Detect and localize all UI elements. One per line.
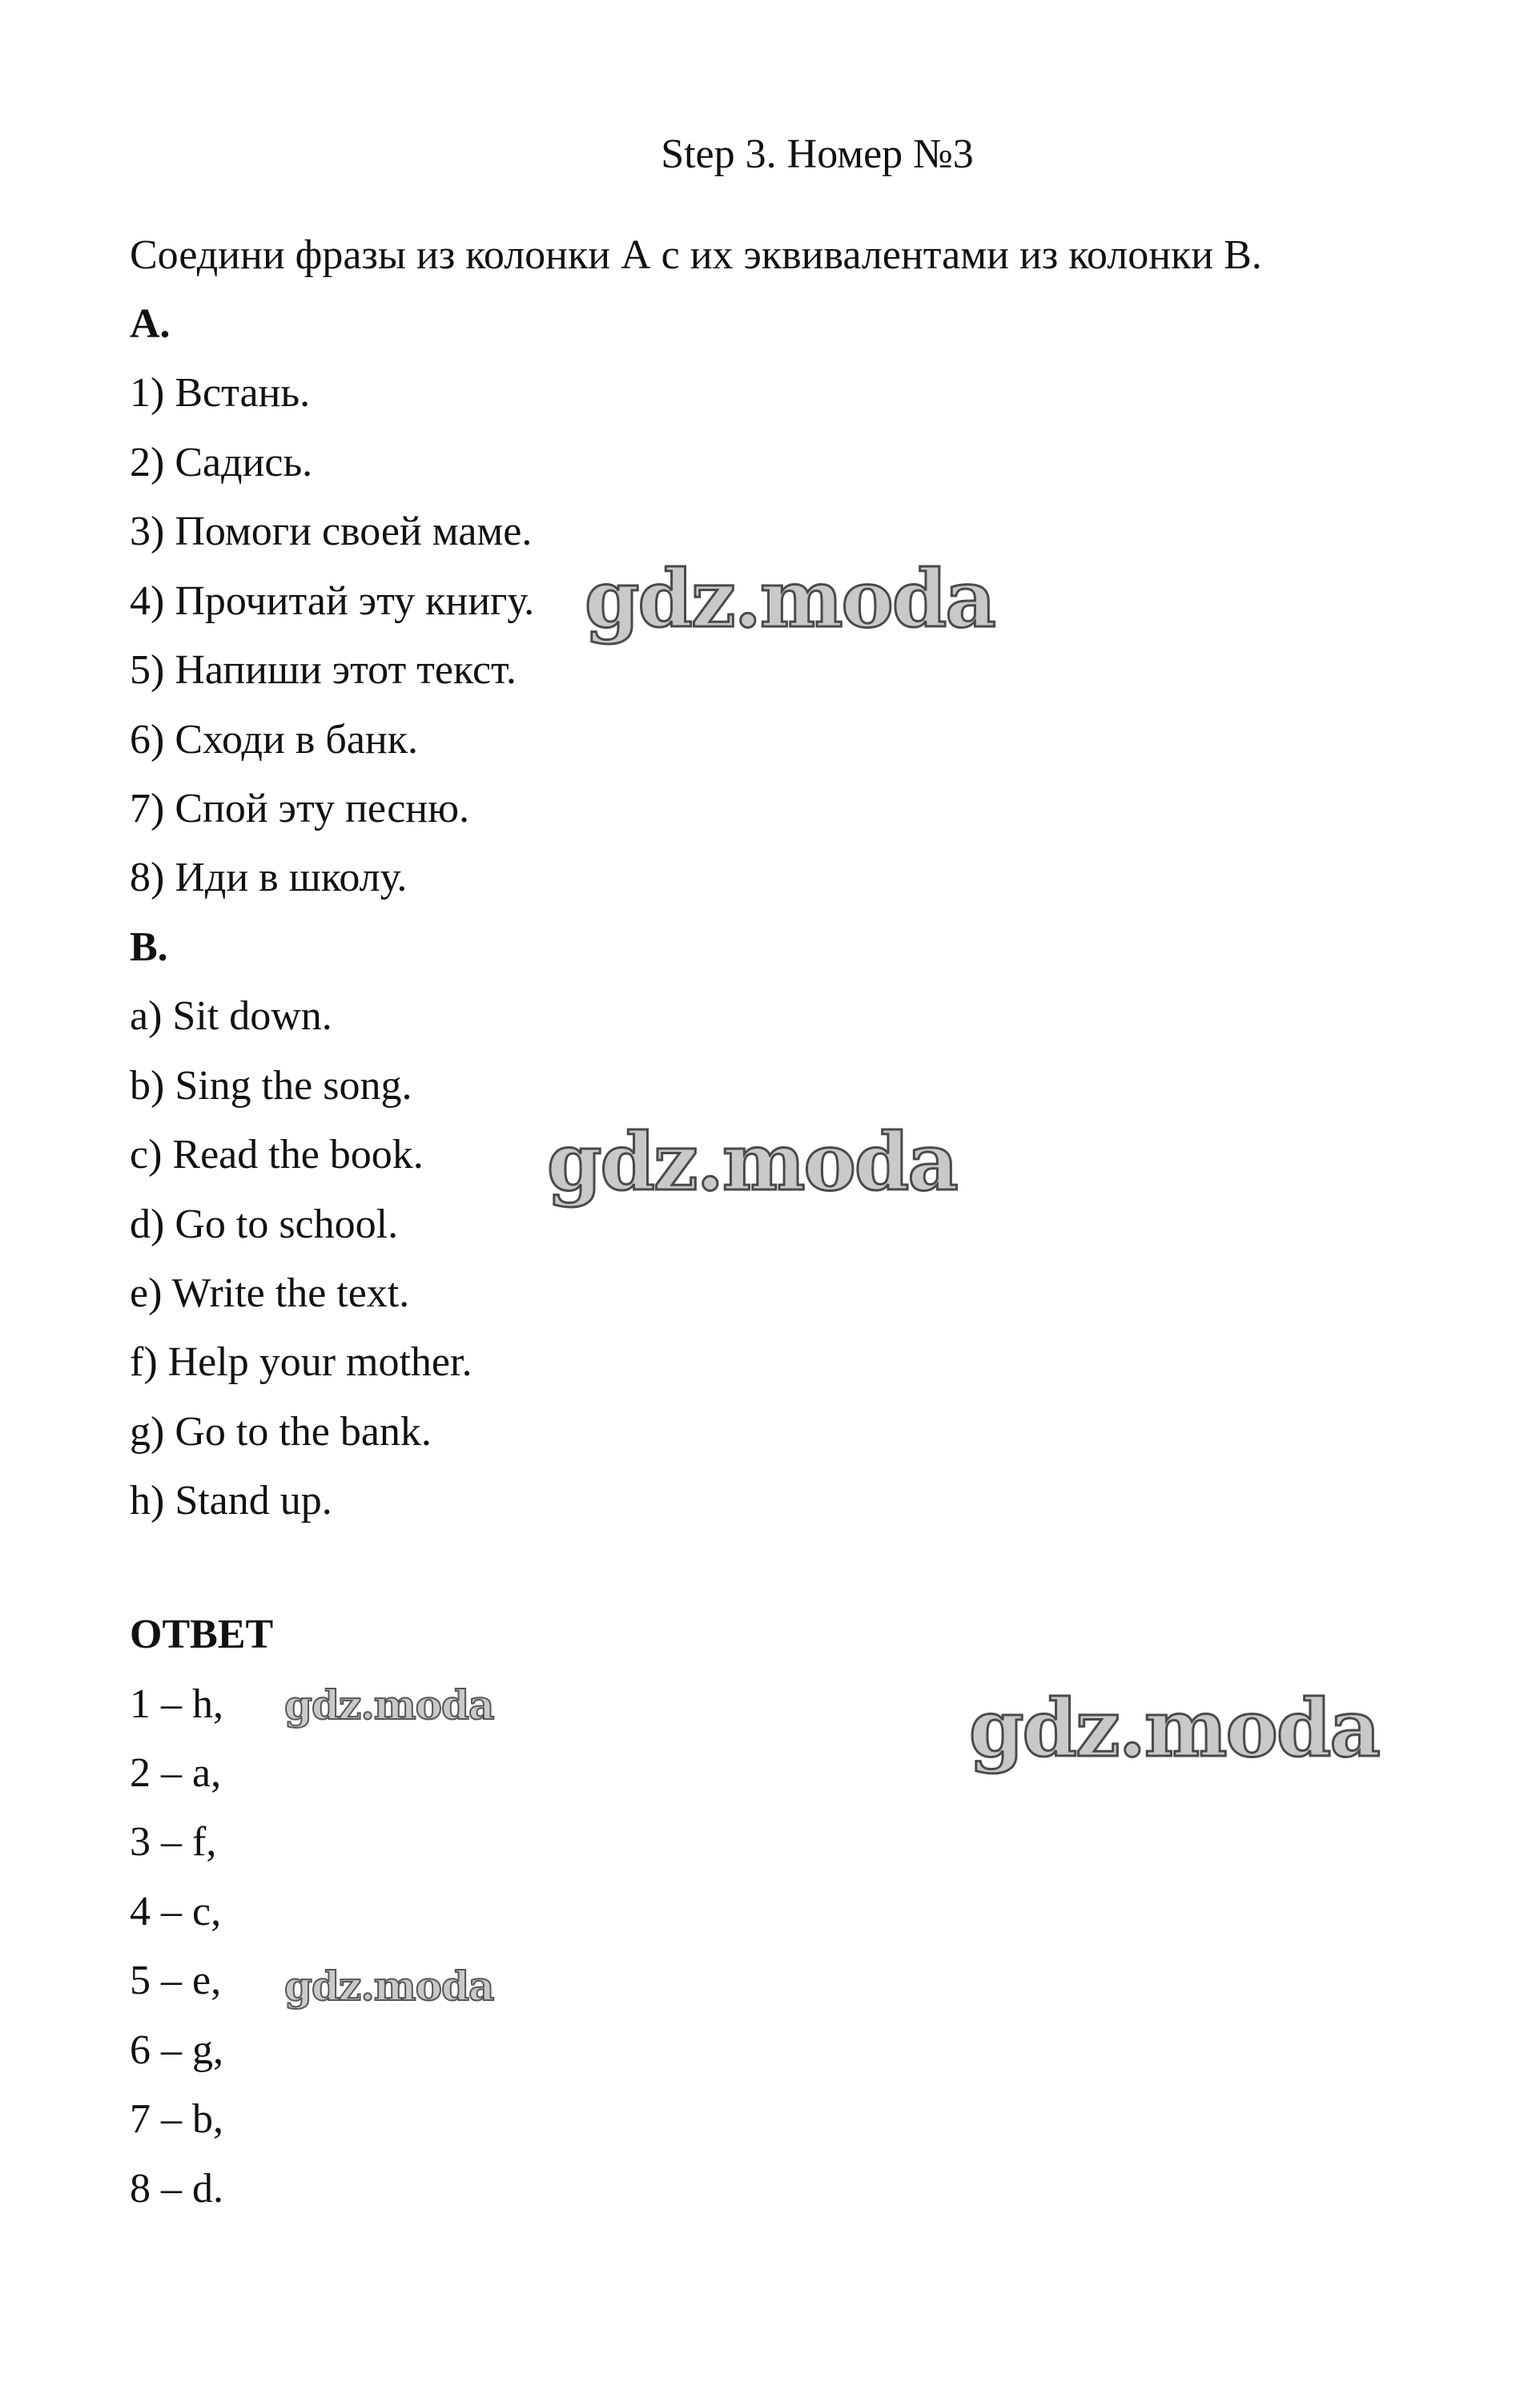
column-a-item-6: 6) Сходи в банк. xyxy=(130,717,418,763)
column-a-label: А. xyxy=(130,301,171,347)
watermark-logo-4: gdz.moda xyxy=(284,1681,494,1729)
column-a-item-1: 1) Встань. xyxy=(130,370,311,416)
column-b-item-h: h) Stand up. xyxy=(130,1478,332,1524)
answer-label: ОТВЕТ xyxy=(130,1612,274,1657)
column-a-item-2: 2) Садись. xyxy=(130,440,313,485)
watermark-logo-3: gdz.moda xyxy=(969,1683,1379,1775)
page-title xyxy=(0,127,1540,183)
watermark-logo-2: gdz.moda xyxy=(547,1117,957,1209)
column-a-item-8: 8) Иди в школу. xyxy=(130,855,408,900)
column-b-item-g: g) Go to the bank. xyxy=(130,1409,432,1455)
column-b-item-d: d) Go to school. xyxy=(130,1202,399,1247)
column-a-item-5: 5) Напиши этот текст. xyxy=(130,647,517,693)
answer-item-5: 5 – e, xyxy=(130,1958,222,2003)
column-b-label: В. xyxy=(130,924,168,970)
column-b-item-f: f) Help your mother. xyxy=(130,1339,472,1385)
column-b-item-b: b) Sing the song. xyxy=(130,1063,412,1109)
watermark-logo-5: gdz.moda xyxy=(284,1962,494,2010)
page-title-text: Step 3. Номер №3 xyxy=(661,131,974,177)
answer-item-3: 3 – f, xyxy=(130,1819,217,1865)
answer-item-6: 6 – g, xyxy=(130,2027,223,2073)
answer-item-2: 2 – a, xyxy=(130,1750,222,1796)
column-b-item-c: c) Read the book. xyxy=(130,1132,424,1177)
instruction-text: Соедини фразы из колонки А с их эквивалентами из колонки В. xyxy=(130,232,1262,278)
answer-item-8: 8 – d. xyxy=(130,2166,223,2212)
watermark-logo-1: gdz.moda xyxy=(585,553,995,646)
column-b-item-e: e) Write the text. xyxy=(130,1270,410,1316)
answer-item-7: 7 – b, xyxy=(130,2096,223,2142)
column-a-item-7: 7) Спой эту песню. xyxy=(130,786,469,831)
column-a-item-4: 4) Прочитай эту книгу. xyxy=(130,578,535,624)
column-a-item-3: 3) Помоги своей маме. xyxy=(130,509,533,554)
answer-item-1: 1 – h, xyxy=(130,1681,223,1727)
answer-item-4: 4 – c, xyxy=(130,1889,222,1934)
column-b-item-a: a) Sit down. xyxy=(130,993,332,1039)
